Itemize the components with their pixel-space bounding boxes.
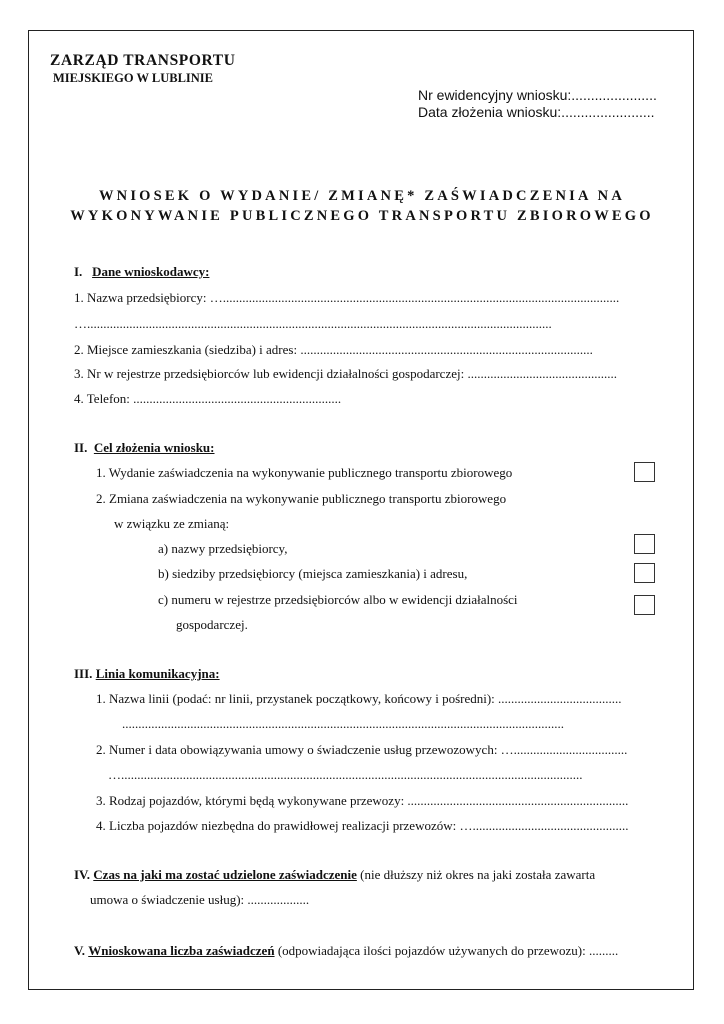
section4-title: Czas na jaki ma zostać udzielone zaświadczenie (93, 867, 357, 882)
section2-title: Cel złożenia wniosku: (93, 440, 215, 455)
section5-line[interactable] (74, 943, 688, 959)
section3-heading (74, 666, 220, 682)
change-address-checkbox[interactable] (634, 563, 655, 583)
section5-number: V. (74, 943, 85, 958)
section2-heading (74, 440, 215, 456)
section4-line (74, 867, 688, 883)
applicant-address-field[interactable]: 2. Miejsce zamieszkania (siedziba) i adres: .......................................................................................... (74, 342, 593, 357)
section4-note: (nie dłuższy niż okres na jaki została zawarta (356, 867, 596, 882)
validity-period-field[interactable]: umowa o świadczenie usług): ................... (90, 892, 310, 907)
submission-date-field: Data złożenia wniosku:........................ (418, 104, 655, 120)
contract-field[interactable]: 2. Numer i data obowiązywania umowy o świadczenie usług przewozowych: …................................... (96, 742, 628, 757)
change-reason-address: b) siedziby przedsiębiorcy (miejsca zamieszkania) i adresu, (158, 566, 468, 581)
form-title-line1: WNIOSEK O WYDANIE/ ZMIANĘ* ZAŚWIADCZENIA NA (98, 188, 626, 204)
registration-number-field: Nr ewidencyjny wniosku:...................... (418, 87, 657, 103)
applicant-registry-field[interactable]: 3. Nr w rejestrze przedsiębiorców lub ewidencji działalności gospodarczej: .............................................. (74, 366, 617, 381)
change-name-checkbox[interactable] (634, 534, 655, 554)
applicant-name-field[interactable]: 1. Nazwa przedsiębiorcy: ….......................................................................................................................... (74, 290, 620, 305)
line-name-field-cont[interactable]: ........................................................................................................................................ (122, 716, 564, 731)
line-name-field[interactable]: 1. Nazwa linii (podać: nr linii, przystanek początkowy, końcowy i pośredni): ...................................... (96, 691, 622, 706)
section3-number: III. (74, 666, 93, 681)
section2-number: II. (74, 440, 88, 455)
contract-field-cont[interactable]: ….............................................................................................................................................. (108, 767, 583, 782)
purpose-issue-checkbox[interactable] (634, 462, 655, 482)
applicant-phone-field[interactable]: 4. Telefon: ................................................................ (74, 391, 342, 406)
section1-number: I. (74, 264, 83, 279)
change-reason-name: a) nazwy przedsiębiorcy, (158, 541, 288, 556)
section1-heading (74, 264, 209, 280)
section1-title: Dane wnioskodawcy: (92, 264, 210, 279)
vehicle-type-field[interactable]: 3. Rodzaj pojazdów, którymi będą wykonywane przewozy: .................................................................... (96, 793, 629, 808)
section3-title: Linia komunikacyjna: (95, 666, 220, 681)
vehicle-count-field[interactable]: 4. Liczba pojazdów niezbędna do prawidłowej realizacji przewozów: …................................................ (96, 818, 629, 833)
org-name-line2: MIEJSKIEGO W LUBLINIE (53, 71, 214, 85)
form-border (28, 30, 694, 990)
form-title-line2: WYKONYWANIE PUBLICZNEGO TRANSPORTU ZBIOROWEGO (70, 208, 654, 224)
change-reason-registry-cont: gospodarczej. (176, 617, 248, 632)
section5-note: (odpowiadająca ilości pojazdów używanych do przewozu): ......... (274, 943, 619, 958)
purpose-option-issue: 1. Wydanie zaświadczenia na wykonywanie publicznego transportu zbiorowego (96, 465, 513, 480)
org-name-line1: ZARZĄD TRANSPORTU (50, 52, 236, 69)
applicant-name-field-cont[interactable]: …............................................................................................................................................... (74, 316, 552, 331)
change-registry-checkbox[interactable] (634, 595, 655, 615)
purpose-option-change: 2. Zmiana zaświadczenia na wykonywanie publicznego transportu zbiorowego (96, 491, 507, 506)
section5-title: Wnioskowana liczba zaświadczeń (88, 943, 275, 958)
purpose-change-cont: w związku ze zmianą: (114, 516, 230, 531)
section4-number: IV. (74, 867, 91, 882)
change-reason-registry: c) numeru w rejestrze przedsiębiorców albo w ewidencji działalności (158, 592, 518, 607)
